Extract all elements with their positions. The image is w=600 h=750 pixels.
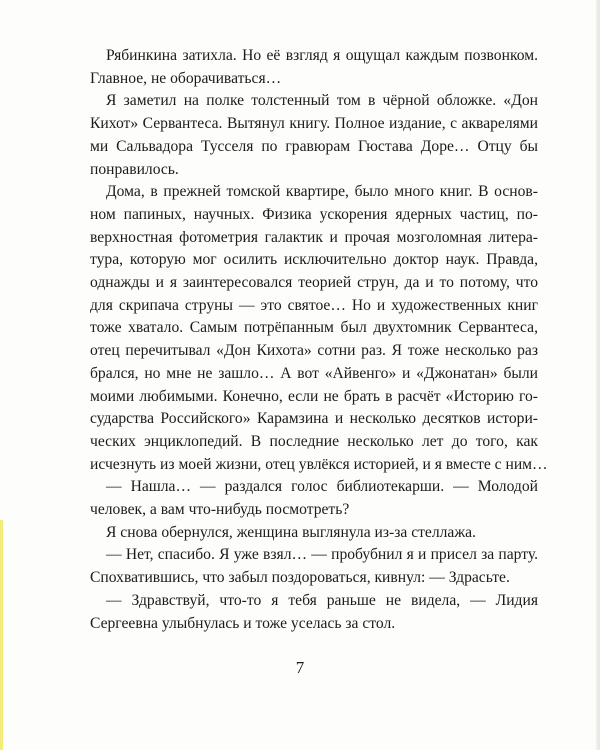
text-line: верхностная фотометрия галактик и прочая мозголомная литера-	[90, 228, 538, 246]
text-line: Кихот» Сервантеса. Вытянул книгу. Полное издание, с акварелями	[90, 115, 538, 133]
sticky-note-edge	[0, 520, 3, 750]
paragraph	[90, 90, 538, 181]
text-line: однажды и я заинтересовался теорией струн, да и то потому, что	[90, 274, 538, 292]
text-line: сударства Российского» Карамзина и несколько десятков истори-	[90, 410, 538, 428]
text-line: — Нет, спасибо. Я уже взял… — пробубнил я и присел за парту.	[106, 546, 538, 564]
text-line: тоже хватало. Самым потрёпанным был двухтомник Сервантеса,	[90, 319, 538, 337]
text-line: исчезнуть из моей жизни, отец увлёкся историей, и я вместе с ним…	[90, 455, 548, 473]
text-line: — Нашла… — раздался голос библиотекарши. — Молодой	[106, 478, 538, 496]
paragraph	[90, 590, 538, 635]
text-line: ческих энциклопедий. В последние несколько лет до того, как	[90, 432, 538, 450]
text-line: Дома, в прежней томской квартире, было много книг. В основ-	[106, 183, 538, 201]
text-line: Рябинкина затихла. Но её взгляд я ощущал каждым позвонком.	[106, 47, 538, 64]
text-line: брался, но мне не зашло… А вот «Айвенго» и «Джонатан» были	[90, 364, 538, 382]
text-line: для скрипача струны — это святое… Но и художественных книг	[90, 296, 538, 314]
page-number: 7	[295, 658, 305, 677]
paragraph	[90, 45, 538, 90]
paragraph	[90, 522, 538, 545]
paragraph	[90, 476, 538, 521]
text-line: отец перечитывал «Дон Кихота» сотни раз. Я тоже несколько раз	[90, 342, 538, 360]
text-line: Спохватившись, что забыл поздороваться, кивнул: — Здрасьте.	[90, 569, 510, 587]
text-line: — Здравствуй, что-то я тебя раньше не видела, — Лидия	[106, 591, 538, 609]
text-line: понравилось.	[90, 160, 179, 178]
text-line: Сергеевна улыбнулась и тоже уселась за стол.	[90, 614, 396, 632]
text-line: Я снова обернулся, женщина выглянула из-за стеллажа.	[106, 523, 476, 541]
text-line: человек, а вам что-нибудь посмотреть?	[90, 501, 350, 519]
text-line: моими любимыми. Конечно, если не брать в расчёт «Историю го-	[90, 387, 538, 405]
text-line: тура, которую мог осилить исключительно доктор наук. Правда,	[90, 251, 538, 269]
text-line: Я заметил на полке толстенный том в чёрной обложке. «Дон	[106, 92, 538, 110]
paragraph	[90, 544, 538, 589]
paragraph	[90, 181, 548, 476]
text-line: Главное, не оборачиваться…	[90, 69, 282, 87]
body-text	[90, 45, 548, 635]
text-line: ном папиных, научных. Физика ускорения ядерных частиц, по-	[90, 205, 538, 223]
page-edge-shadow	[596, 0, 600, 750]
text-line: ми Сальвадора Тусселя по гравюрам Гюстава Доре… Отцу бы	[90, 137, 538, 155]
